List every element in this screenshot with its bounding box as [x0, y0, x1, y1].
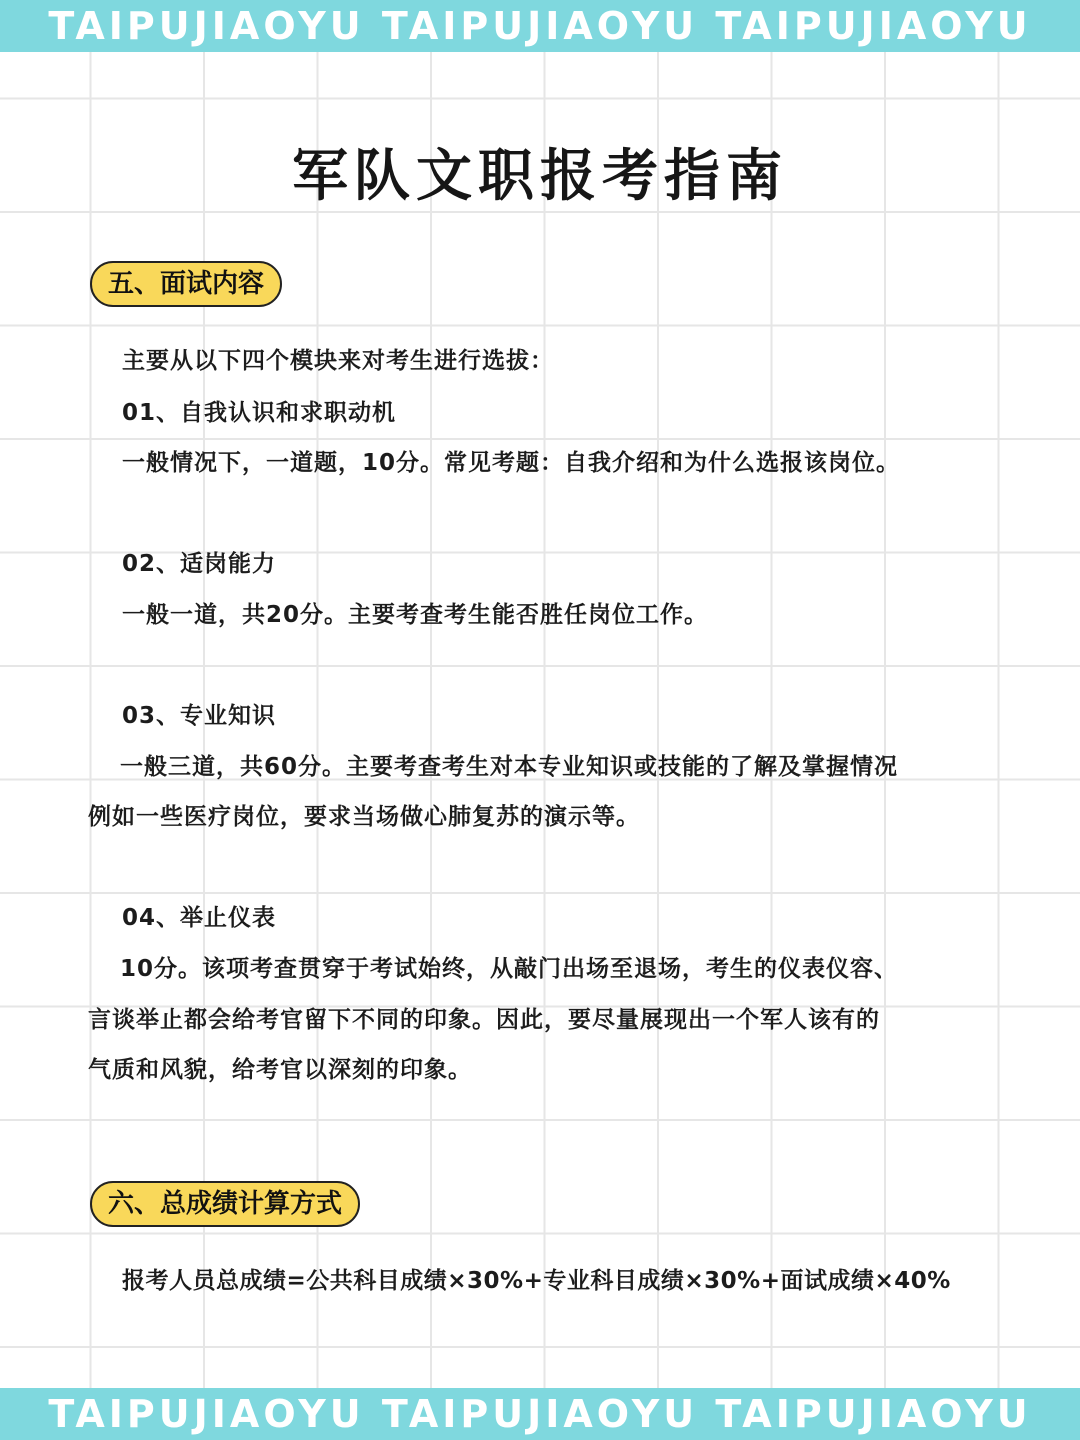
module-text-3-line-2: 例如一些医疗岗位，要求当场做心肺复苏的演示等。	[88, 804, 640, 830]
section-tag-interview: 五、面试内容	[90, 261, 282, 307]
module-text-3-line-1: 一般三道，共60分。主要考查考生对本专业知识或技能的了解及掌握情况	[120, 754, 899, 780]
module-heading-4: 04、举止仪表	[122, 905, 277, 931]
intro-text: 主要从以下四个模块来对考生进行选拔：	[122, 348, 554, 374]
module-heading-1: 01、自我认识和求职动机	[122, 400, 397, 426]
top-banner: TAIPUJIAOYU TAIPUJIAOYU TAIPUJIAOYU	[0, 0, 1080, 52]
module-text-4-line-1: 10分。该项考查贯穿于考试始终，从敲门出场至退场，考生的仪表仪容、	[120, 956, 899, 982]
page-title: 军队文职报考指南	[292, 144, 788, 209]
bottom-banner: TAIPUJIAOYU TAIPUJIAOYU TAIPUJIAOYU	[0, 1388, 1080, 1440]
module-text-2: 一般一道，共20分。主要考查考生能否胜任岗位工作。	[122, 602, 709, 628]
module-text-4-line-3: 气质和风貌，给考官以深刻的印象。	[88, 1057, 472, 1083]
module-heading-3: 03、专业知识	[122, 703, 277, 729]
section-tag-score: 六、总成绩计算方式	[90, 1181, 360, 1227]
module-heading-2: 02、适岗能力	[122, 551, 277, 577]
module-text-1: 一般情况下，一道题，10分。常见考题：自我介绍和为什么选报该岗位。	[122, 450, 901, 476]
score-formula: 报考人员总成绩=公共科目成绩×30%+专业科目成绩×30%+面试成绩×40%	[122, 1268, 951, 1294]
module-text-4-line-2: 言谈举止都会给考官留下不同的印象。因此，要尽量展现出一个军人该有的	[88, 1007, 880, 1033]
